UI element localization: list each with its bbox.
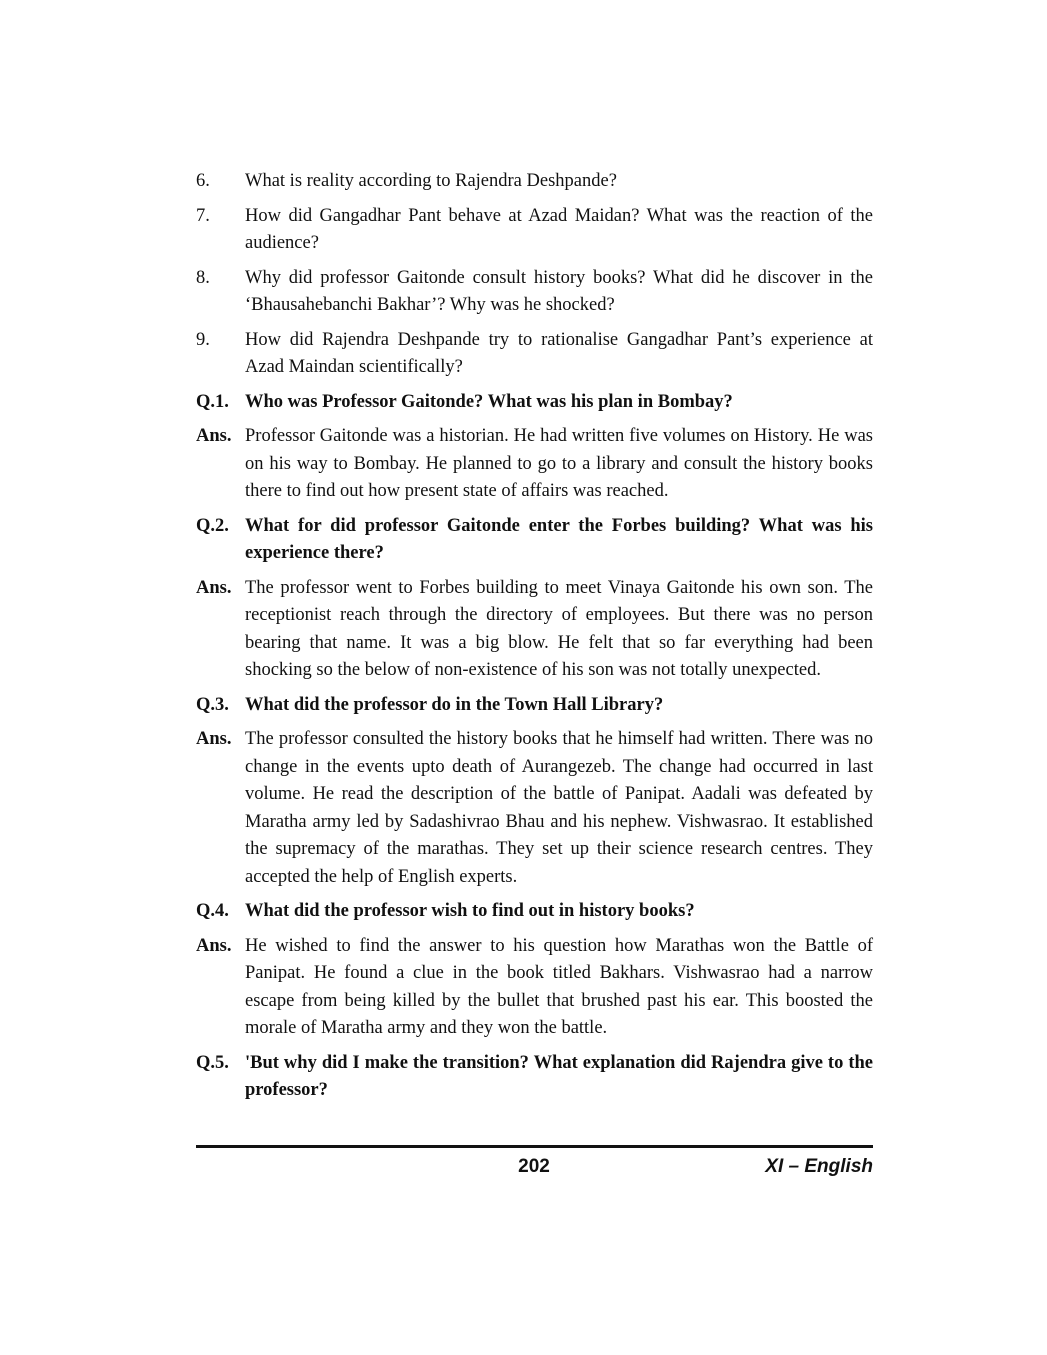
- question-number: 7.: [196, 205, 210, 226]
- question-text: Who was Professor Gaitonde? What was his plan in Bombay?: [245, 391, 733, 412]
- qa-question-2: [196, 513, 873, 568]
- qa-answer-1: [196, 423, 873, 506]
- question-number: 9.: [196, 329, 210, 350]
- question-text: What did the professor do in the Town Hall Library?: [245, 694, 664, 715]
- question-number: 8.: [196, 267, 210, 288]
- answer-label: Ans.: [196, 426, 232, 446]
- question-number: 6.: [196, 171, 210, 191]
- qa-question-3: [196, 692, 873, 720]
- question-text: What for did professor Gaitonde enter the Forbes building? What was his experience there?: [245, 515, 873, 563]
- footer-divider: [196, 1145, 873, 1148]
- question-label: Q.5.: [196, 1052, 229, 1073]
- question-text: How did Rajendra Deshpande try to rationalise Gangadhar Pant’s experience at Azad Maindan scientifically?: [245, 329, 873, 377]
- question-label: Q.3.: [196, 694, 229, 715]
- page-number: 202: [518, 1156, 550, 1177]
- page-content: [196, 168, 873, 1112]
- question-label: Q.2.: [196, 515, 229, 536]
- question-label: Q.4.: [196, 901, 229, 921]
- answer-text: He wished to find the answer to his question how Marathas won the Battle of Panipat. He found a clue in the book titled Bakhars. Vishwasrao had a narrow escape from being killed by the bullet that brushed past his ear. This boosted the morale of Maratha army and they won the battle.: [245, 935, 873, 1038]
- book-label: XI – English: [765, 1156, 873, 1177]
- numbered-question-6: [196, 168, 873, 196]
- question-text: How did Gangadhar Pant behave at Azad Maidan? What was the reaction of the audience?: [245, 205, 873, 253]
- numbered-question-8: [196, 265, 873, 320]
- numbered-question-9: [196, 327, 873, 382]
- qa-question-5: [196, 1050, 873, 1105]
- question-text: What did the professor wish to find out in history books?: [245, 901, 695, 921]
- question-text: 'But why did I make the transition? What explanation did Rajendra give to the professor?: [245, 1052, 873, 1100]
- answer-label: Ans.: [196, 577, 232, 598]
- numbered-question-7: [196, 203, 873, 258]
- qa-answer-3: [196, 726, 873, 891]
- answer-label: Ans.: [196, 729, 232, 749]
- answer-text: Professor Gaitonde was a historian. He had written five volumes on History. He was on his way to Bombay. He planned to go to a library and consult the history books there to find out how present state of affairs was reached.: [245, 426, 873, 501]
- question-label: Q.1.: [196, 391, 229, 412]
- answer-text: The professor consulted the history books that he himself had written. There was no change in the events upto death of Aurangezeb. The change had occurred in last volume. He read the description of the battle of Panipat. Aadali was defeated by Maratha army led by Sadashivrao Bhau and his nephew. Vishwasrao. It established the supremacy of the marathas. They set up their science research centres. They accepted the help of English experts.: [245, 729, 873, 887]
- answer-text: The professor went to Forbes building to meet Vinaya Gaitonde his own son. The receptionist reach through the directory of employees. But there was no person bearing that name. It was a big blow. He felt that so far everything had been shocking so the below of non-existence of his son was not totally unexpected.: [245, 577, 873, 680]
- question-text: What is reality according to Rajendra Deshpande?: [245, 171, 617, 191]
- answer-label: Ans.: [196, 935, 232, 956]
- qa-answer-4: [196, 933, 873, 1043]
- qa-question-1: [196, 389, 873, 417]
- qa-answer-2: [196, 575, 873, 685]
- question-text: Why did professor Gaitonde consult history books? What did he discover in the ‘Bhausahebanchi Bakhar’? Why was he shocked?: [245, 267, 873, 315]
- qa-question-4: [196, 898, 873, 926]
